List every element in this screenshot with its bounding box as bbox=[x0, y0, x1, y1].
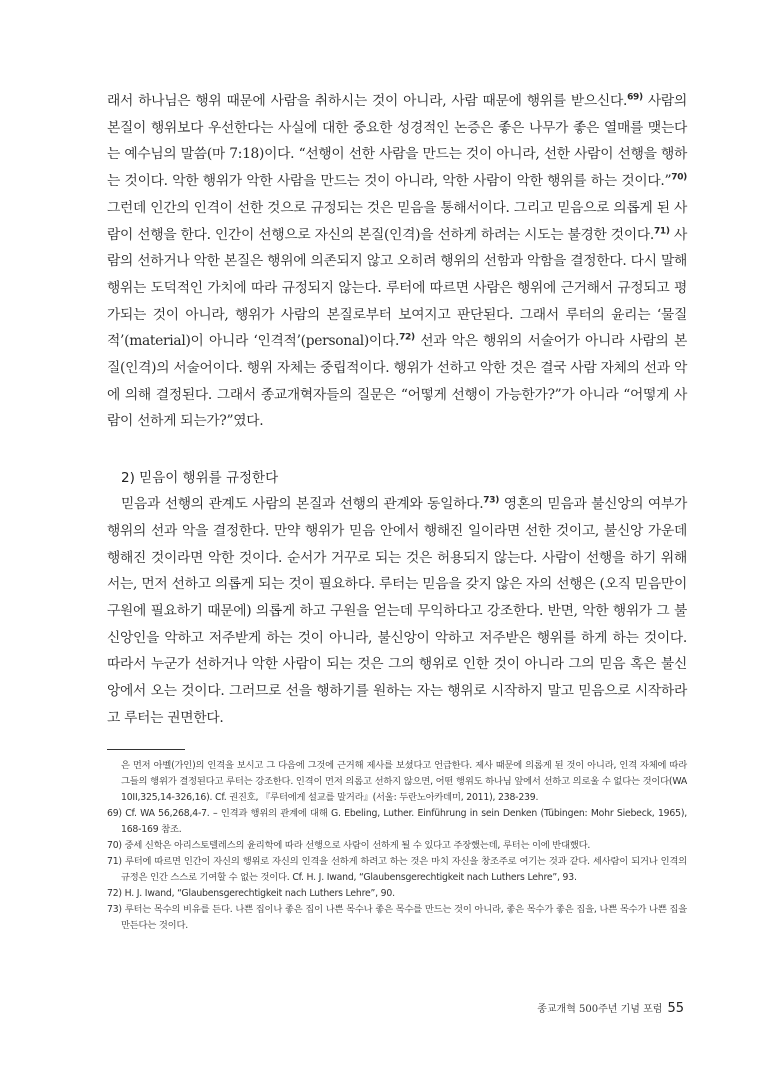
page-footer bbox=[537, 1000, 684, 1016]
footnote-ref-69[interactable]: 69) bbox=[627, 92, 643, 103]
page-number: 55 bbox=[667, 1001, 684, 1016]
footnote-70: 70) 중세 신학은 아리스토텔레스의 윤리학에 따라 선행으로 사람이 선하게 될 수 있다고 주장했는데, 루터는 이에 반대했다. bbox=[107, 840, 591, 852]
body-paragraph: 래서 하나님은 행위 때문에 사람을 취하시는 것이 아니라, 사람 때문에 행위를 받으신다.$^{69)}$ 사람의 본질이 행위보다 우선한다는 사실에 대한 중요한 성경적인 논증은 좋은 나무가 좋은 열매를 맺는다는 예수님의 말씀(마 7:18)이다. “선행이 선한 사람을 만드는 것이 아니라, 선한 사람이 선행을 행하는 것이다. 악한 행위가 악한 사람을 만드는 것이 아니라, 악한 사람이 악한 행위를 하는 것이다.”$^{70)}$ 그런데 인간의 인격이 선한 것으로 규정되는 것은 믿음을 통해서이다. 그리고 믿음으로 의롭게 된 사람이 선행을 한다. 인간이 선행으로 자신의 본질(인격)을 선하게 하려는 시도는 불경한 것이다.$^{71)}$ 사람의 선하거나 악한 본질은 행위에 의존되지 않고 오히려 행위의 선함과 악함을 결정한다. 다시 말해 행위는 도덕적인 가치에 따라 규정되지 않는다. 루터에 따르면 사람은 행위에 근거해서 규정되고 평가되는 것이 아니라, 행위가 사람의 본질로부터 보여지고 판단된다. 그래서 루터의 윤리는 ‘물질적’(material)이 아니라 ‘인격적’(personal)이다.$^{72)}$ 선과 악은 행위의 서술어가 아니라 사람의 본질(인격)의 서술어이다. 행위 자체는 중립적이다. 행위가 선하고 악한 것은 결국 사람 자체의 선과 악에 의해 결정된다. 그래서 종교개혁자들의 질문은 “어떻게 선행이 가능한가?”가 아니라 “어떻게 사람이 선하게 되는가?”였다. bbox=[107, 92, 687, 430]
footnote-71: 71) 루터에 따르면 인간이 자신의 행위로 자신의 인격을 선하게 하려고 하는 것은 마치 자신을 창조주로 여기는 것과 같다. 세사람이 되거나 인격의 규정은 인간 스스로 기여할 수 없는 것이다. Cf. H. J. Iwand, “Glaubensgerechtigkeit nach Luthers Lehre”, 93. bbox=[107, 856, 687, 884]
footnote-ref-71[interactable]: 71) bbox=[653, 225, 670, 236]
footnotes bbox=[107, 758, 687, 934]
footnote-69: 69) Cf. WA 56,268,4-7. – 인격과 행위의 관계에 대해 G. Ebeling, Luther. Einführung in sein Denken (Tübingen: Mohr Siebeck, 1965), 168-169 참조. bbox=[107, 808, 687, 836]
footnote-divider bbox=[107, 749, 185, 750]
footnote-72: 72) H. J. Iwand, “Glaubensgerechtigkeit nach Luthers Lehre”, 90. bbox=[107, 888, 395, 900]
section-heading: 2) 믿음이 행위를 규정한다 bbox=[121, 470, 279, 487]
footnote-ref-73[interactable]: 73) bbox=[483, 495, 500, 506]
page-content bbox=[107, 88, 687, 934]
footnote-73: 73) 루터는 목수의 비유를 든다. 나쁜 집이나 좋은 집이 나쁜 목수나 좋은 목수를 만드는 것이 아니라, 좋은 목수가 좋은 집을, 나쁜 목수가 나쁜 집을 만든다는 것이다. bbox=[107, 904, 687, 932]
footer-label: 종교개혁 500주년 기념 포럼 bbox=[537, 1004, 663, 1015]
footnote-ref-70[interactable]: 70) bbox=[671, 172, 687, 183]
footnote-continued: 은 먼저 아벨(가인)의 인격을 보시고 그 다음에 그것에 근거해 제사를 보셨다고 언급한다. 제사 때문에 의롭게 된 것이 아니라, 인격 자체에 따라 그들의 행위가 결정된다고 루터는 강조한다. 인격이 먼저 의롭고 선하지 않으면, 어떤 행위도 하나님 앞에서 선하고 의로울 수 없다는 것이다(WA 10II,325,14-326,16). Cf. 권진호, 『루터에게 설교를 말거라』(서울: 두란노아카데미, 2011), 238-239. bbox=[121, 760, 687, 804]
footnote-ref-72[interactable]: 72) bbox=[399, 332, 415, 343]
section-paragraph: 믿음과 선행의 관계도 사람의 본질과 선행의 관계와 동일하다.$^{73)}$ 영혼의 믿음과 불신앙의 여부가 행위의 선과 악을 결정한다. 만약 행위가 믿음 안에서 행해진 일이라면 선한 것이고, 불신앙 가운데 행해진 것이라면 악한 것이다. 순서가 거꾸로 되는 것은 허용되지 않는다. 사람이 선행을 하기 위해서는, 먼저 선하고 의롭게 되는 것이 필요하다. 루터는 믿음을 갖지 않은 자의 선행은 (오직 믿음만이 구원에 필요하기 때문에) 의롭게 하고 구원을 얻는데 무익하다고 강조한다. 반면, 악한 행위가 그 불신앙인을 악하고 저주받게 하는 것이 아니라, 불신앙이 악하고 저주받은 행위를 하게 하는 것이다. 따라서 누군가 선하거나 악한 사람이 되는 것은 그의 행위로 인한 것이 아니라 그의 믿음 혹은 불신앙에서 오는 것이다. 그러므로 선을 행하기를 원하는 자는 행위로 시작하지 말고 믿음으로 시작하라고 루터는 권면한다. bbox=[107, 495, 687, 726]
